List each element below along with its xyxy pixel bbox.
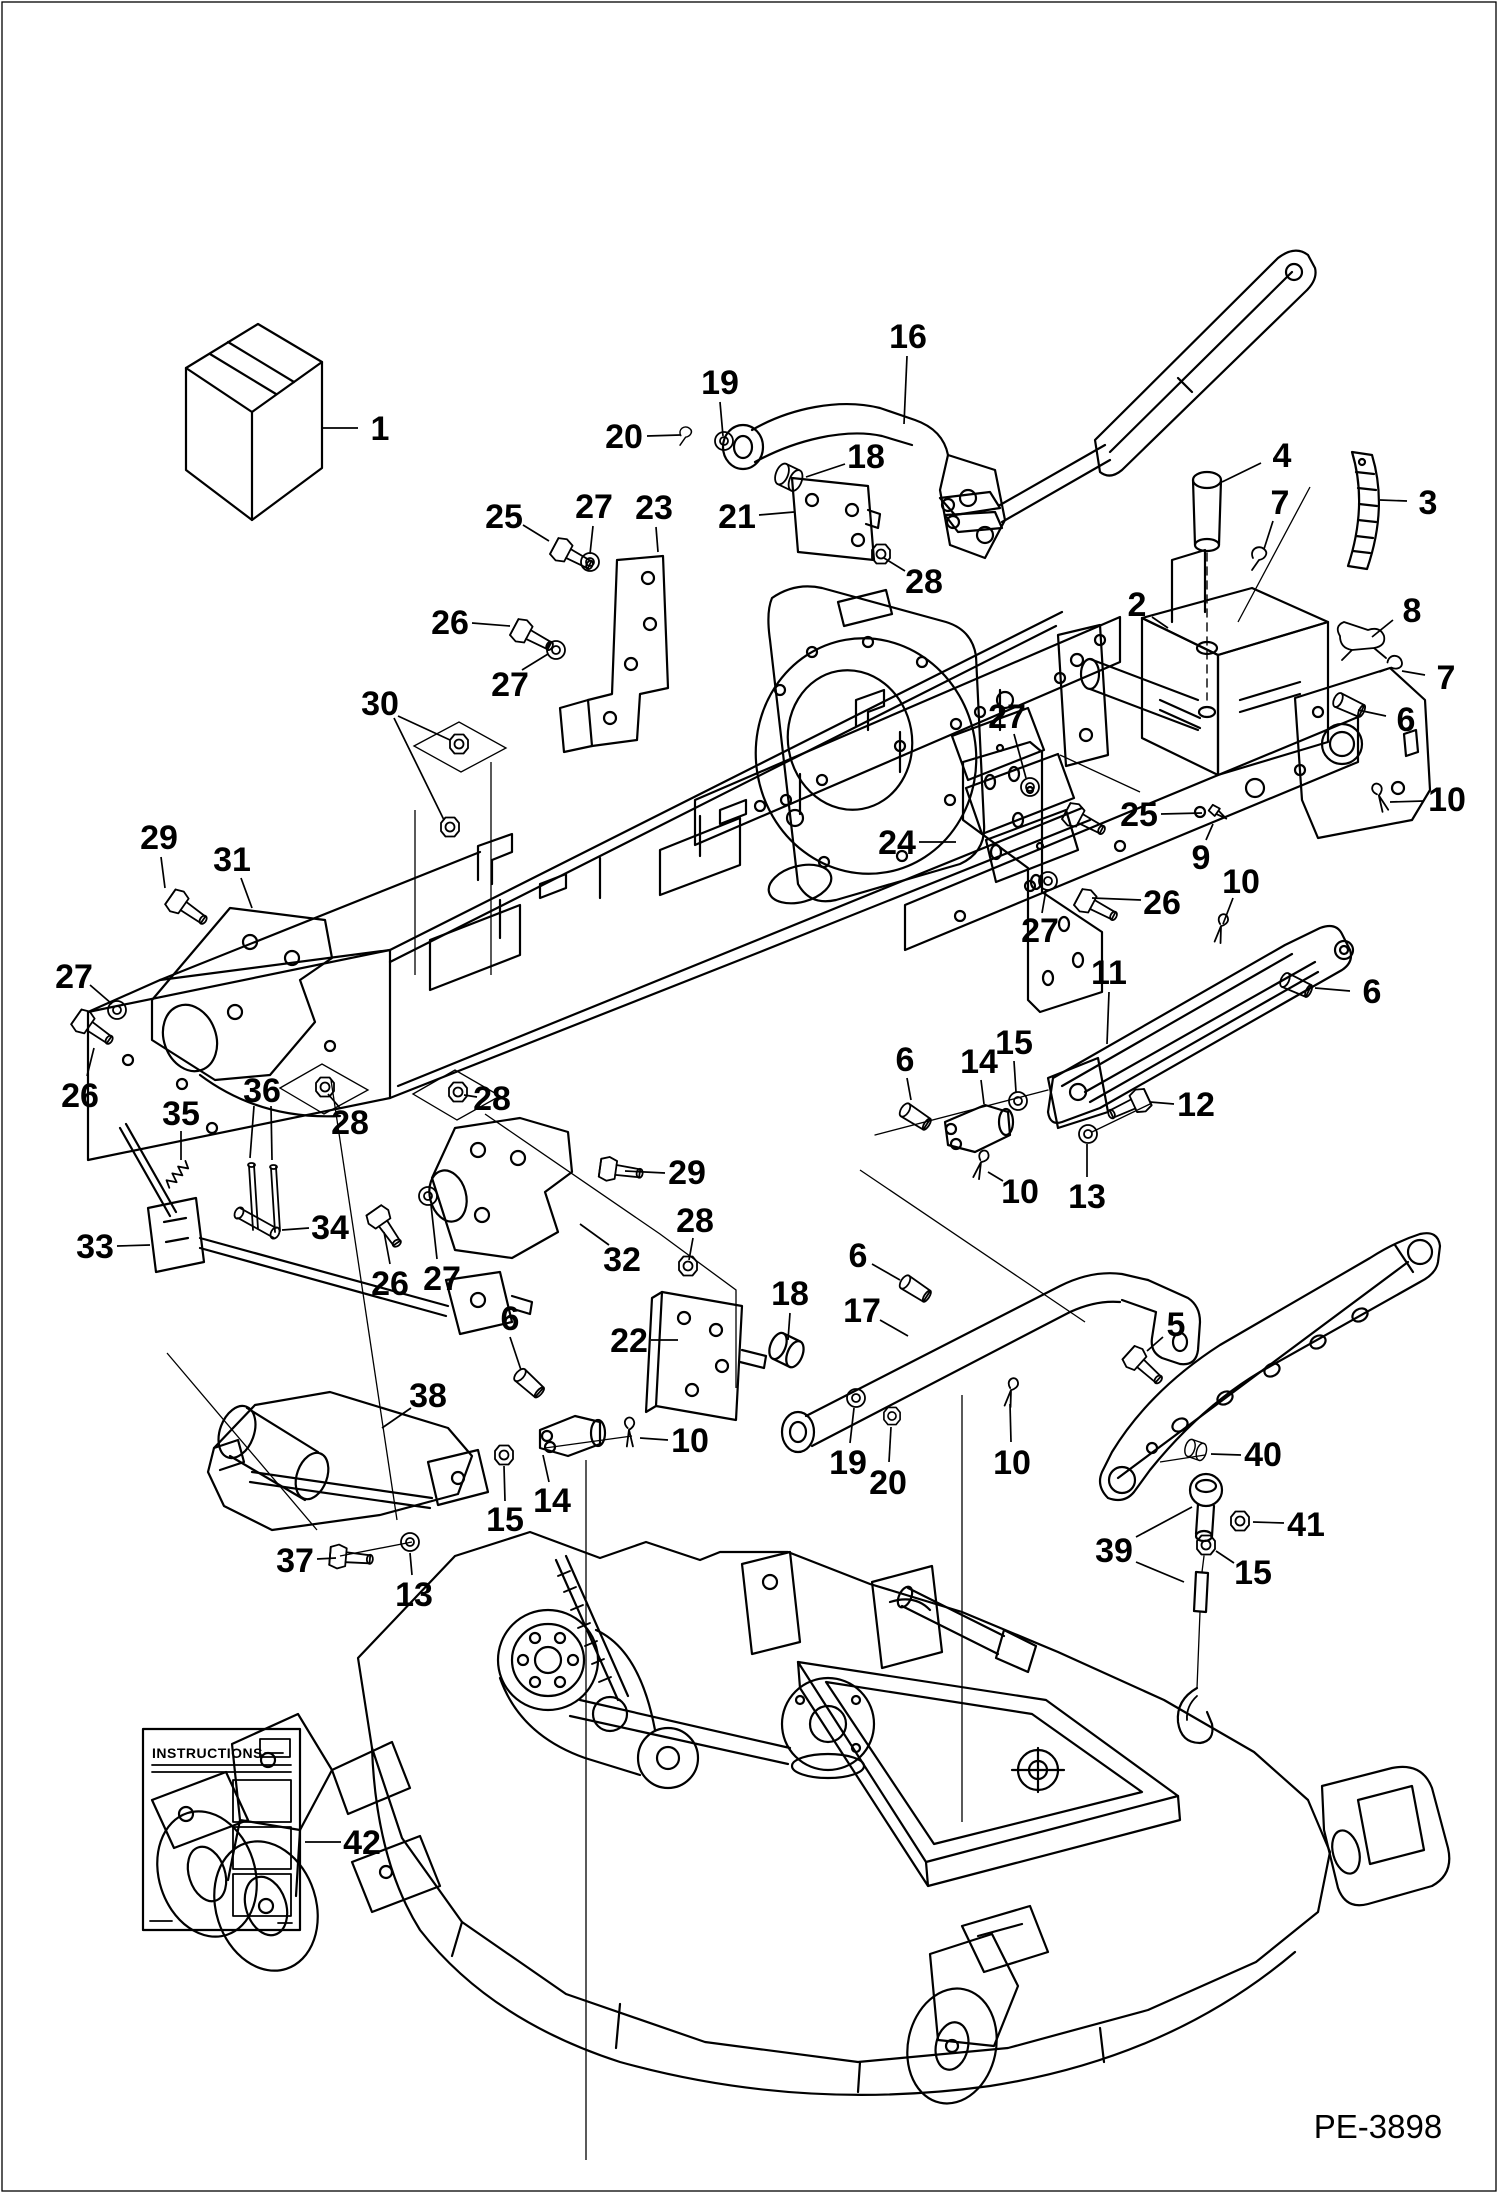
leader-line-14 bbox=[543, 1455, 549, 1482]
nut-15 bbox=[1197, 1536, 1215, 1555]
part-number-8: 8 bbox=[1402, 592, 1422, 630]
pin-6 bbox=[898, 1274, 933, 1304]
leader-line-37 bbox=[317, 1558, 336, 1559]
part-number-3: 3 bbox=[1418, 484, 1438, 522]
part-number-37: 37 bbox=[276, 1542, 314, 1580]
part-number-28: 28 bbox=[331, 1104, 369, 1142]
clip-7 bbox=[1252, 547, 1266, 570]
part-number-10: 10 bbox=[1001, 1173, 1039, 1211]
part-number-26: 26 bbox=[61, 1077, 99, 1115]
leader-line-3 bbox=[1380, 500, 1407, 501]
nut-41 bbox=[1231, 1512, 1249, 1531]
part-number-28: 28 bbox=[676, 1202, 714, 1240]
instructions-title: INSTRUCTIONS bbox=[152, 1745, 263, 1761]
part-number-27: 27 bbox=[988, 698, 1026, 736]
part-number-23: 23 bbox=[635, 489, 673, 527]
nut-20 bbox=[884, 1407, 900, 1424]
part-number-10: 10 bbox=[671, 1422, 709, 1460]
leader-line-17 bbox=[880, 1320, 908, 1336]
leader-line-13 bbox=[410, 1553, 412, 1575]
part-number-34: 34 bbox=[311, 1209, 349, 1247]
leader-line-39 bbox=[1136, 1507, 1192, 1537]
part-number-10: 10 bbox=[1428, 781, 1466, 819]
cotter-pin-10 bbox=[973, 1149, 989, 1180]
part-number-26: 26 bbox=[371, 1265, 409, 1303]
leader-line-10 bbox=[1010, 1404, 1011, 1442]
leader-line-20 bbox=[889, 1427, 891, 1462]
part-number-27: 27 bbox=[423, 1260, 461, 1298]
leader-line-11 bbox=[1107, 992, 1109, 1044]
figure-code: PE-3898 bbox=[1313, 2108, 1443, 2145]
nut-30 bbox=[441, 818, 459, 837]
leader-line-39 bbox=[1136, 1562, 1184, 1582]
leader-line-10 bbox=[640, 1438, 668, 1440]
leader-line-7 bbox=[1402, 671, 1425, 675]
pin-6 bbox=[1331, 692, 1367, 719]
leader-line-10 bbox=[1390, 801, 1424, 802]
nut-15 bbox=[495, 1446, 513, 1465]
leader-line-19 bbox=[720, 402, 723, 436]
part-number-20: 20 bbox=[869, 1464, 907, 1502]
part-number-22: 22 bbox=[610, 1322, 648, 1360]
part-number-28: 28 bbox=[473, 1080, 511, 1118]
part-number-12: 12 bbox=[1177, 1086, 1215, 1124]
part-number-11: 11 bbox=[1091, 954, 1127, 992]
bracket-23 bbox=[560, 556, 668, 752]
part-number-27: 27 bbox=[575, 488, 613, 526]
part-number-39: 39 bbox=[1095, 1532, 1133, 1570]
part-number-6: 6 bbox=[1362, 973, 1382, 1011]
part-number-36: 36 bbox=[243, 1072, 281, 1110]
part-number-21: 21 bbox=[718, 498, 756, 536]
part-number-19: 19 bbox=[701, 364, 739, 402]
part-number-14: 14 bbox=[533, 1482, 571, 1520]
leader-line-12 bbox=[1150, 1102, 1174, 1104]
part-number-24: 24 bbox=[878, 824, 916, 862]
part-number-25: 25 bbox=[1120, 796, 1158, 834]
nut-28 bbox=[679, 1257, 697, 1276]
clevis-14b bbox=[540, 1416, 605, 1456]
leader-line-27 bbox=[90, 985, 112, 1004]
leader-line-21 bbox=[759, 512, 794, 515]
part-number-15: 15 bbox=[1234, 1554, 1272, 1592]
part-number-26: 26 bbox=[1143, 884, 1181, 922]
part-number-27: 27 bbox=[1021, 912, 1059, 950]
leader-line-14 bbox=[981, 1080, 984, 1104]
nut-28 bbox=[449, 1083, 467, 1102]
leader-line-36 bbox=[250, 1106, 254, 1158]
bolt-26 bbox=[1073, 886, 1122, 927]
part-number-16: 16 bbox=[889, 318, 927, 356]
lift-arm-16 bbox=[723, 404, 1005, 558]
part-number-27: 27 bbox=[55, 958, 93, 996]
part-number-33: 33 bbox=[76, 1228, 114, 1266]
cotter-pin-10 bbox=[1368, 782, 1392, 813]
leader-line-33 bbox=[117, 1245, 150, 1246]
bushing-18 bbox=[772, 462, 806, 493]
page-border bbox=[2, 2, 1496, 2191]
leader-line-38 bbox=[382, 1408, 411, 1428]
leader-line-15 bbox=[1216, 1551, 1234, 1563]
part-number-13: 13 bbox=[1068, 1178, 1106, 1216]
leader-line-6 bbox=[1315, 988, 1350, 991]
bracket-21 bbox=[792, 478, 880, 560]
cotter-pin-10 bbox=[622, 1417, 638, 1448]
part-number-7: 7 bbox=[1436, 659, 1456, 697]
leader-line-5 bbox=[1147, 1337, 1163, 1351]
plate-22 bbox=[646, 1292, 766, 1420]
cable-assembly-39 bbox=[1178, 1474, 1222, 1743]
cotter-pin-10 bbox=[1005, 1378, 1019, 1408]
part-number-10: 10 bbox=[1222, 863, 1260, 901]
part-number-25: 25 bbox=[485, 498, 523, 536]
leader-line-27 bbox=[590, 526, 593, 554]
mower-deck bbox=[142, 1532, 1450, 2112]
part-number-9: 9 bbox=[1191, 839, 1211, 877]
leader-line-9 bbox=[1206, 824, 1213, 840]
leader-line-34 bbox=[282, 1228, 309, 1230]
leader-line-23 bbox=[656, 527, 658, 552]
part-number-6: 6 bbox=[500, 1300, 520, 1338]
part-number-6: 6 bbox=[895, 1041, 915, 1079]
bracket-32 bbox=[424, 1118, 572, 1258]
washer-27 bbox=[419, 1187, 437, 1205]
washer-13 bbox=[1079, 1125, 1097, 1143]
part-number-41: 41 bbox=[1287, 1506, 1325, 1544]
part-number-18: 18 bbox=[771, 1275, 809, 1313]
bushing-18 bbox=[765, 1330, 807, 1369]
part-number-15: 15 bbox=[486, 1501, 524, 1539]
bolt-26 bbox=[69, 1007, 118, 1051]
part-number-19: 19 bbox=[829, 1444, 867, 1482]
cotter-pin-10 bbox=[1215, 914, 1229, 944]
nut-28 bbox=[316, 1078, 334, 1097]
turnbuckle-link bbox=[940, 251, 1316, 532]
spring-35 bbox=[164, 1160, 191, 1190]
clip-20 bbox=[680, 427, 691, 445]
leader-line-36 bbox=[271, 1106, 272, 1160]
bolt-29 bbox=[598, 1156, 644, 1186]
bolt-29 bbox=[163, 887, 212, 931]
part-number-2: 2 bbox=[1127, 586, 1147, 624]
part-number-14: 14 bbox=[960, 1043, 998, 1081]
part-number-35: 35 bbox=[162, 1095, 200, 1133]
leader-line-29 bbox=[625, 1171, 665, 1173]
leader-line-29 bbox=[161, 857, 165, 888]
clevis-14a bbox=[875, 1090, 1150, 1152]
bolt-26 bbox=[509, 616, 558, 657]
washer-19 bbox=[847, 1389, 865, 1407]
part-number-29: 29 bbox=[140, 819, 178, 857]
leader-line-25 bbox=[523, 525, 549, 541]
leader-line-6 bbox=[510, 1337, 521, 1370]
shipping-box bbox=[186, 324, 322, 520]
part-number-5: 5 bbox=[1166, 1306, 1186, 1344]
part-number-38: 38 bbox=[409, 1377, 447, 1415]
leader-line-31 bbox=[241, 878, 252, 908]
part-number-26: 26 bbox=[431, 604, 469, 642]
part-number-42: 42 bbox=[343, 1824, 381, 1862]
washer-15 bbox=[1009, 1092, 1027, 1110]
leader-line-26 bbox=[472, 623, 510, 626]
leader-line-41 bbox=[1253, 1522, 1284, 1523]
part-number-27: 27 bbox=[491, 666, 529, 704]
leader-line-6 bbox=[872, 1264, 900, 1280]
part-number-1: 1 bbox=[370, 410, 390, 448]
part-number-30: 30 bbox=[361, 685, 399, 723]
part-number-7: 7 bbox=[1270, 484, 1290, 522]
leader-line-26 bbox=[1092, 898, 1141, 900]
part-number-40: 40 bbox=[1244, 1436, 1282, 1474]
leader-line-27 bbox=[1014, 734, 1026, 778]
part-number-20: 20 bbox=[605, 418, 643, 456]
part-number-17: 17 bbox=[843, 1292, 881, 1330]
part-number-15: 15 bbox=[995, 1024, 1033, 1062]
leader-line-25 bbox=[1161, 813, 1202, 814]
part-number-6: 6 bbox=[848, 1237, 868, 1275]
leader-line-40 bbox=[1211, 1454, 1241, 1455]
part-number-4: 4 bbox=[1272, 437, 1292, 475]
part-number-32: 32 bbox=[603, 1241, 641, 1279]
leader-line-30 bbox=[398, 716, 450, 740]
leader-line-7 bbox=[1264, 521, 1273, 549]
part-number-18: 18 bbox=[847, 438, 885, 476]
leader-line-15 bbox=[1014, 1061, 1016, 1092]
part-number-13: 13 bbox=[395, 1576, 433, 1614]
part-number-10: 10 bbox=[993, 1444, 1031, 1482]
nut-30 bbox=[450, 735, 468, 754]
leader-line-20 bbox=[647, 435, 680, 436]
leader-line-15 bbox=[504, 1466, 505, 1501]
leader-line-6 bbox=[907, 1078, 911, 1100]
leader-line-16 bbox=[904, 356, 907, 424]
leader-line-28 bbox=[884, 558, 905, 571]
leader-line-4 bbox=[1222, 463, 1261, 482]
part-number-28: 28 bbox=[905, 563, 943, 601]
bolt-5 bbox=[1120, 1344, 1168, 1391]
zone-lines bbox=[167, 487, 1310, 2160]
pin-6 bbox=[512, 1367, 546, 1400]
part-number-29: 29 bbox=[668, 1154, 706, 1192]
part-number-6: 6 bbox=[1396, 701, 1416, 739]
part-number-31: 31 bbox=[213, 841, 251, 879]
leader-line-18 bbox=[806, 464, 845, 477]
